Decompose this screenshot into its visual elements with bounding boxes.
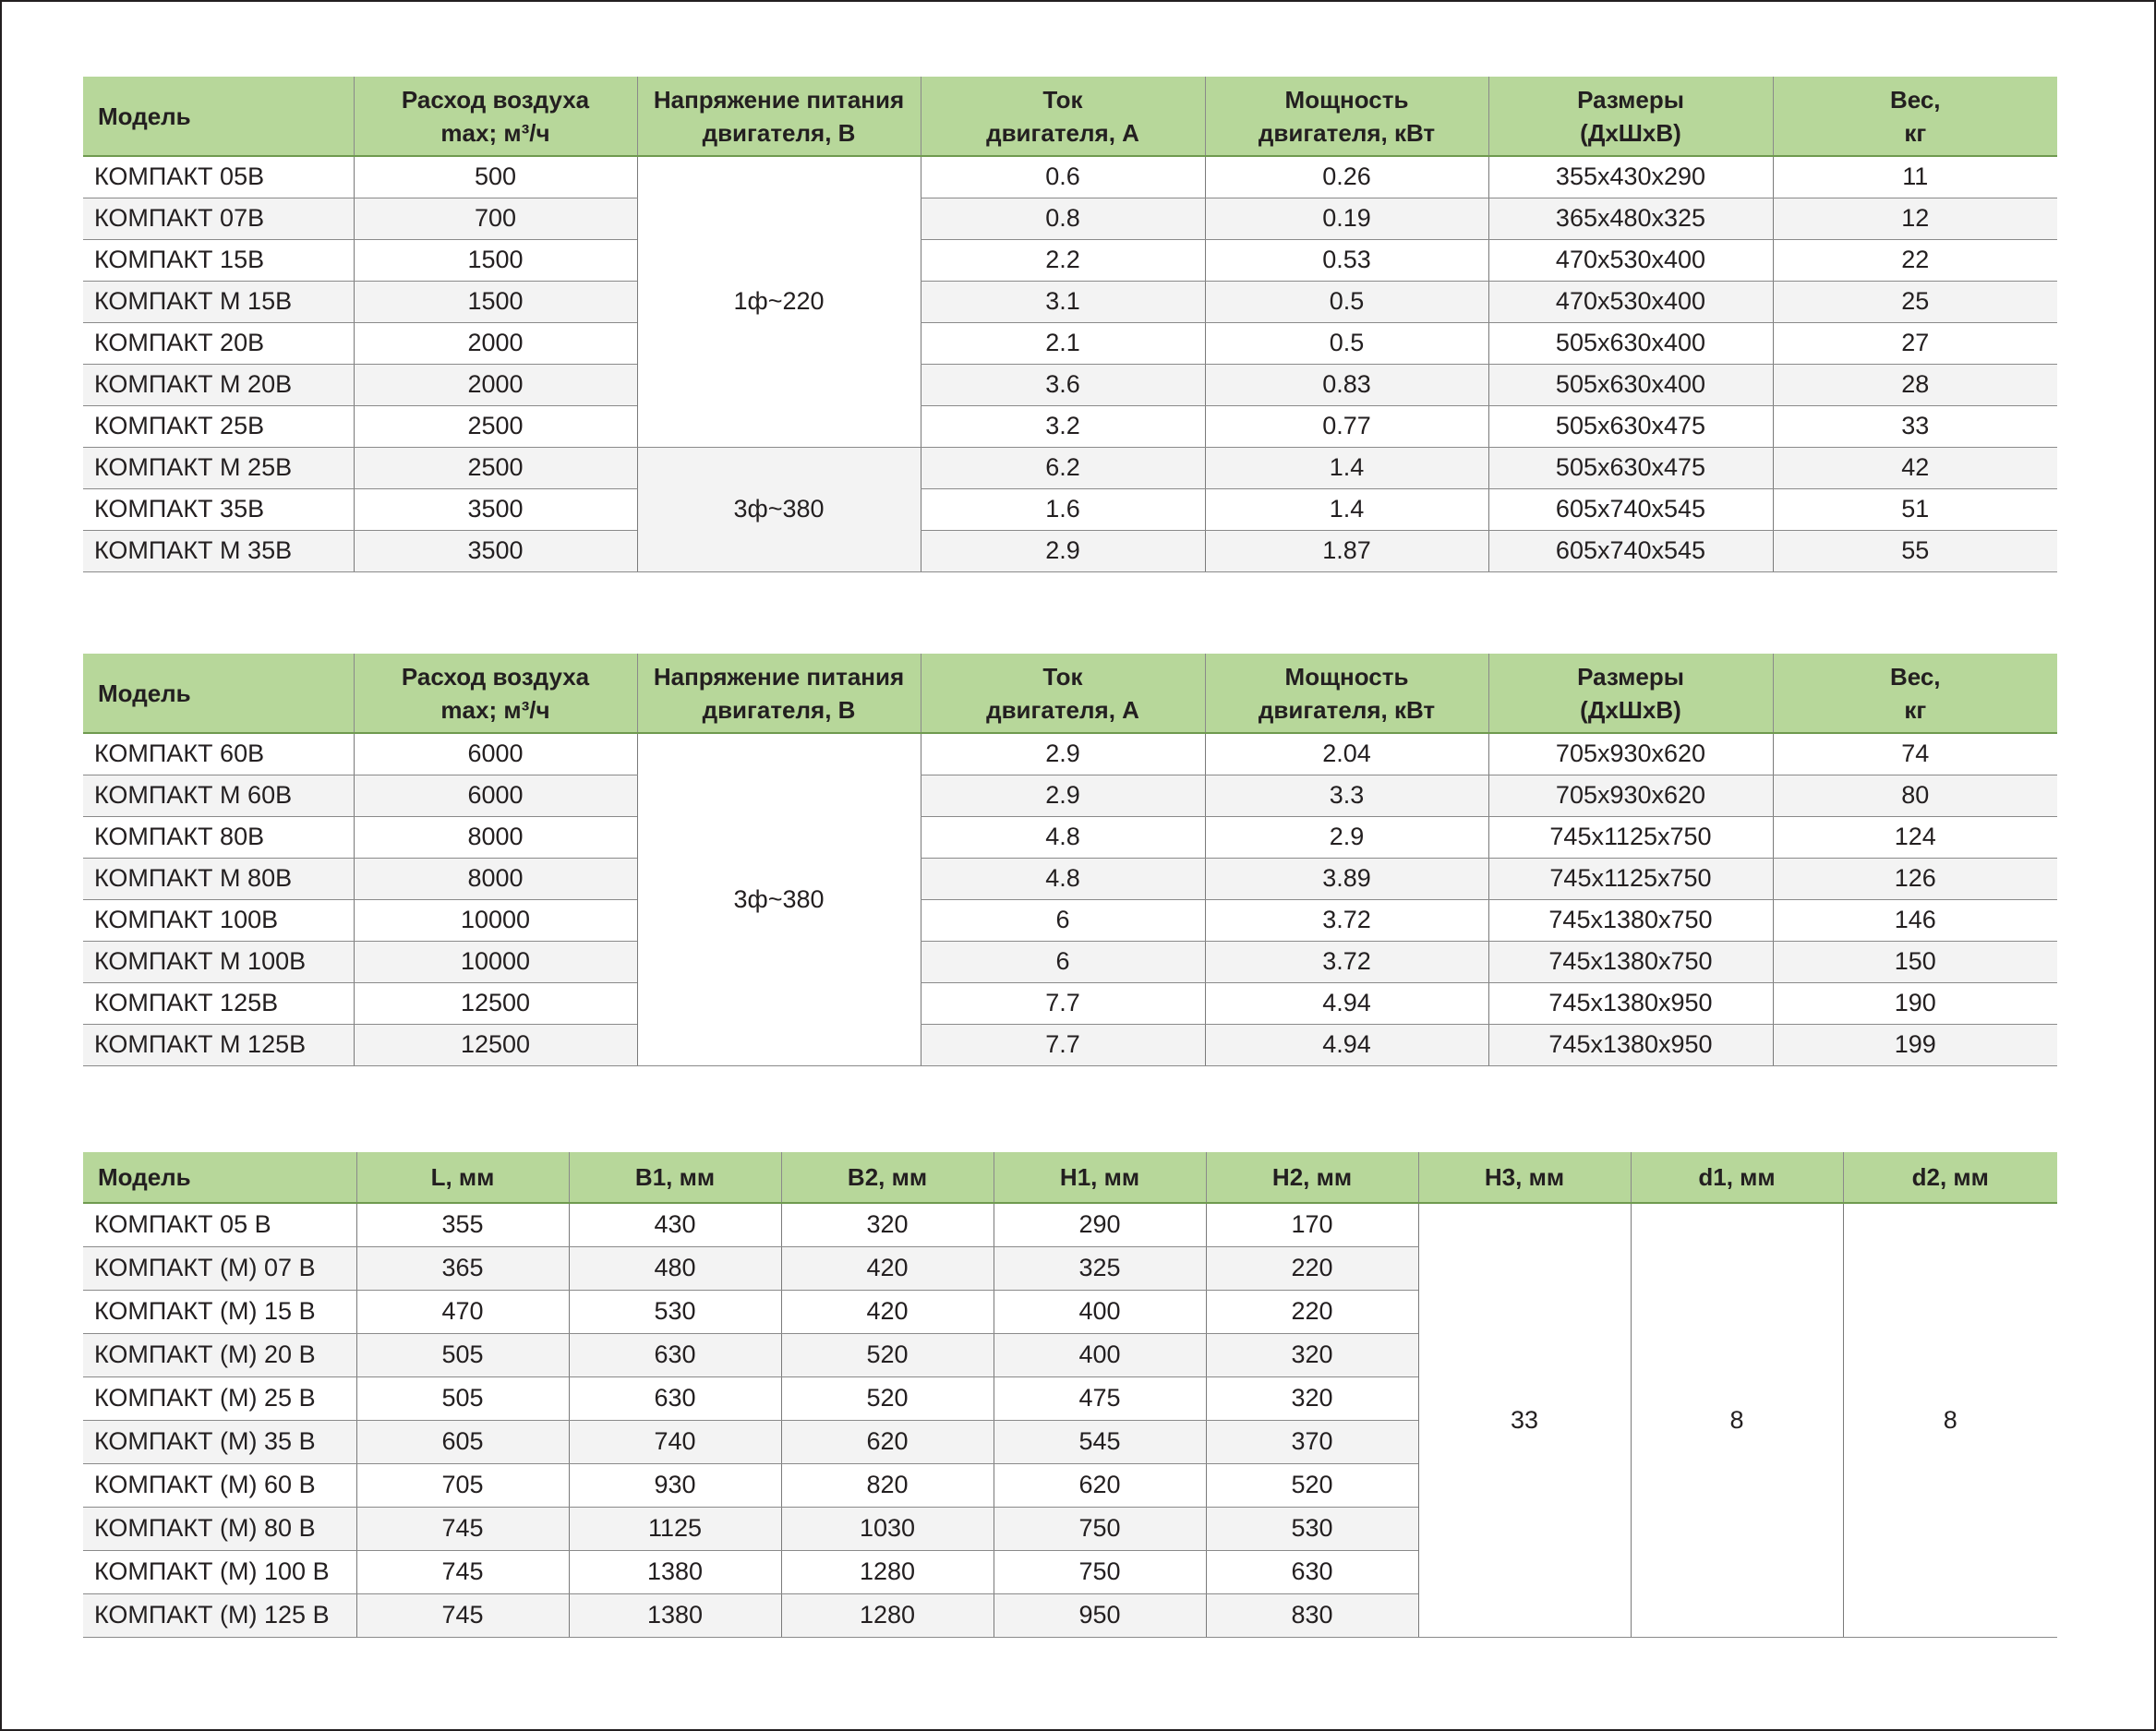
header-b1: B1, мм [569, 1152, 781, 1203]
d1-cell: 8 [1631, 1203, 1843, 1637]
h1-cell: 400 [994, 1333, 1206, 1376]
h2-cell: 220 [1206, 1246, 1418, 1290]
table-header-row [83, 654, 2057, 733]
size-cell: 470x530x400 [1488, 239, 1773, 281]
model-cell: КОМПАКТ 05В [83, 156, 354, 198]
airflow-cell: 1500 [354, 281, 637, 322]
model-cell: КОМПАКТ 20В [83, 322, 354, 364]
power-cell: 1.87 [1205, 530, 1488, 571]
b2-cell: 520 [781, 1333, 994, 1376]
size-cell: 705x930x620 [1488, 775, 1773, 816]
weight-cell: 55 [1773, 530, 2057, 571]
b1-cell: 930 [569, 1463, 781, 1507]
b2-cell: 320 [781, 1203, 994, 1246]
header-current: Ток двигателя, А [921, 77, 1205, 156]
power-cell: 1.4 [1205, 447, 1488, 488]
b2-cell: 1280 [781, 1593, 994, 1637]
table-row [83, 322, 2057, 364]
table-row [83, 941, 2057, 982]
b2-cell: 820 [781, 1463, 994, 1507]
current-cell: 2.9 [921, 733, 1205, 775]
header-h1: H1, мм [994, 1152, 1206, 1203]
header-power: Мощность двигателя, кВт [1205, 654, 1488, 733]
airflow-cell: 10000 [354, 899, 637, 941]
header-l: L, мм [356, 1152, 569, 1203]
h2-cell: 530 [1206, 1507, 1418, 1550]
airflow-cell: 12500 [354, 1024, 637, 1065]
l-cell: 365 [356, 1246, 569, 1290]
l-cell: 745 [356, 1550, 569, 1593]
b2-cell: 1030 [781, 1507, 994, 1550]
power-cell: 0.5 [1205, 322, 1488, 364]
size-cell: 705x930x620 [1488, 733, 1773, 775]
h1-cell: 325 [994, 1246, 1206, 1290]
current-cell: 1.6 [921, 488, 1205, 530]
weight-cell: 190 [1773, 982, 2057, 1024]
model-cell: КОМПАКТ (М) 15 В [83, 1290, 356, 1333]
airflow-cell: 6000 [354, 775, 637, 816]
h2-cell: 630 [1206, 1550, 1418, 1593]
model-cell: КОМПАКТ (М) 07 В [83, 1246, 356, 1290]
table-row [83, 1203, 2057, 1246]
dimensions-table [83, 1152, 2057, 1638]
current-cell: 4.8 [921, 858, 1205, 899]
h2-cell: 320 [1206, 1333, 1418, 1376]
power-cell: 0.26 [1205, 156, 1488, 198]
h2-cell: 220 [1206, 1290, 1418, 1333]
h3-cell: 33 [1418, 1203, 1631, 1637]
model-cell: КОМПАКТ (М) 20 В [83, 1333, 356, 1376]
table-row [83, 239, 2057, 281]
current-cell: 0.6 [921, 156, 1205, 198]
airflow-cell: 2500 [354, 405, 637, 447]
h2-cell: 830 [1206, 1593, 1418, 1637]
header-airflow: Расход воздуха max; м³/ч [354, 654, 637, 733]
airflow-cell: 8000 [354, 816, 637, 858]
model-cell: КОМПАКТ (М) 25 В [83, 1376, 356, 1420]
l-cell: 605 [356, 1420, 569, 1463]
header-b2: B2, мм [781, 1152, 994, 1203]
table-row [83, 899, 2057, 941]
model-cell: КОМПАКТ 25В [83, 405, 354, 447]
power-cell: 0.77 [1205, 405, 1488, 447]
current-cell: 6 [921, 899, 1205, 941]
airflow-cell: 3500 [354, 488, 637, 530]
b1-cell: 630 [569, 1376, 781, 1420]
current-cell: 0.8 [921, 198, 1205, 239]
airflow-cell: 12500 [354, 982, 637, 1024]
h2-cell: 370 [1206, 1420, 1418, 1463]
weight-cell: 74 [1773, 733, 2057, 775]
header-airflow: Расход воздуха max; м³/ч [354, 77, 637, 156]
current-cell: 3.6 [921, 364, 1205, 405]
model-cell: КОМПАКТ 07В [83, 198, 354, 239]
h2-cell: 320 [1206, 1376, 1418, 1420]
h2-cell: 170 [1206, 1203, 1418, 1246]
table-row [83, 733, 2057, 775]
weight-cell: 42 [1773, 447, 2057, 488]
header-h3: H3, мм [1418, 1152, 1631, 1203]
current-cell: 2.9 [921, 775, 1205, 816]
current-cell: 6 [921, 941, 1205, 982]
header-voltage: Напряжение питания двигателя, В [637, 654, 921, 733]
model-cell: КОМПАКТ М 60В [83, 775, 354, 816]
h1-cell: 290 [994, 1203, 1206, 1246]
weight-cell: 199 [1773, 1024, 2057, 1065]
header-size: Размеры (ДхШхВ) [1488, 77, 1773, 156]
model-cell: КОМПАКТ 100В [83, 899, 354, 941]
airflow-cell: 2000 [354, 322, 637, 364]
header-voltage: Напряжение питания двигателя, В [637, 77, 921, 156]
specs-table-2 [83, 654, 2057, 1066]
size-cell: 745x1125x750 [1488, 858, 1773, 899]
power-cell: 1.4 [1205, 488, 1488, 530]
table-row [83, 858, 2057, 899]
current-cell: 2.9 [921, 530, 1205, 571]
model-cell: КОМПАКТ М 35В [83, 530, 354, 571]
power-cell: 0.53 [1205, 239, 1488, 281]
l-cell: 745 [356, 1507, 569, 1550]
model-cell: КОМПАКТ (М) 60 В [83, 1463, 356, 1507]
weight-cell: 146 [1773, 899, 2057, 941]
current-cell: 7.7 [921, 982, 1205, 1024]
power-cell: 0.19 [1205, 198, 1488, 239]
table-row [83, 816, 2057, 858]
current-cell: 2.1 [921, 322, 1205, 364]
power-cell: 3.72 [1205, 941, 1488, 982]
model-cell: КОМПАКТ (М) 80 В [83, 1507, 356, 1550]
header-model: Модель [83, 77, 354, 156]
power-cell: 3.72 [1205, 899, 1488, 941]
b1-cell: 1380 [569, 1550, 781, 1593]
b2-cell: 620 [781, 1420, 994, 1463]
airflow-cell: 1500 [354, 239, 637, 281]
model-cell: КОМПАКТ М 100В [83, 941, 354, 982]
power-cell: 0.5 [1205, 281, 1488, 322]
weight-cell: 11 [1773, 156, 2057, 198]
model-cell: КОМПАКТ (М) 100 В [83, 1550, 356, 1593]
airflow-cell: 6000 [354, 733, 637, 775]
current-cell: 2.2 [921, 239, 1205, 281]
table-row [83, 405, 2057, 447]
table-row [83, 982, 2057, 1024]
b1-cell: 430 [569, 1203, 781, 1246]
weight-cell: 80 [1773, 775, 2057, 816]
power-cell: 4.94 [1205, 982, 1488, 1024]
airflow-cell: 3500 [354, 530, 637, 571]
table-row [83, 198, 2057, 239]
b1-cell: 740 [569, 1420, 781, 1463]
table-row [83, 156, 2057, 198]
airflow-cell: 700 [354, 198, 637, 239]
size-cell: 745x1380x750 [1488, 941, 1773, 982]
weight-cell: 33 [1773, 405, 2057, 447]
airflow-cell: 10000 [354, 941, 637, 982]
table-row [83, 364, 2057, 405]
model-cell: КОМПАКТ М 125В [83, 1024, 354, 1065]
size-cell: 365x480x325 [1488, 198, 1773, 239]
size-cell: 605x740x545 [1488, 488, 1773, 530]
b1-cell: 480 [569, 1246, 781, 1290]
b1-cell: 530 [569, 1290, 781, 1333]
model-cell: КОМПАКТ 125В [83, 982, 354, 1024]
model-cell: КОМПАКТ 15В [83, 239, 354, 281]
size-cell: 745x1380x950 [1488, 982, 1773, 1024]
airflow-cell: 2000 [354, 364, 637, 405]
size-cell: 470x530x400 [1488, 281, 1773, 322]
size-cell: 505x630x475 [1488, 405, 1773, 447]
voltage-cell: 1ф~220 [637, 156, 921, 447]
b2-cell: 1280 [781, 1550, 994, 1593]
weight-cell: 150 [1773, 941, 2057, 982]
power-cell: 2.04 [1205, 733, 1488, 775]
weight-cell: 28 [1773, 364, 2057, 405]
voltage-cell: 3ф~380 [637, 447, 921, 571]
model-cell: КОМПАКТ (М) 35 В [83, 1420, 356, 1463]
l-cell: 505 [356, 1333, 569, 1376]
size-cell: 605x740x545 [1488, 530, 1773, 571]
current-cell: 3.2 [921, 405, 1205, 447]
model-cell: КОМПАКТ 05 В [83, 1203, 356, 1246]
size-cell: 745x1125x750 [1488, 816, 1773, 858]
header-h2: H2, мм [1206, 1152, 1418, 1203]
h1-cell: 750 [994, 1507, 1206, 1550]
table-row [83, 775, 2057, 816]
model-cell: КОМПАКТ 60В [83, 733, 354, 775]
weight-cell: 126 [1773, 858, 2057, 899]
b1-cell: 1125 [569, 1507, 781, 1550]
header-d1: d1, мм [1631, 1152, 1843, 1203]
model-cell: КОМПАКТ М 25В [83, 447, 354, 488]
airflow-cell: 500 [354, 156, 637, 198]
weight-cell: 12 [1773, 198, 2057, 239]
weight-cell: 51 [1773, 488, 2057, 530]
weight-cell: 27 [1773, 322, 2057, 364]
b2-cell: 420 [781, 1290, 994, 1333]
l-cell: 705 [356, 1463, 569, 1507]
size-cell: 745x1380x950 [1488, 1024, 1773, 1065]
header-current: Ток двигателя, А [921, 654, 1205, 733]
header-size: Размеры (ДхШхВ) [1488, 654, 1773, 733]
h1-cell: 545 [994, 1420, 1206, 1463]
b2-cell: 420 [781, 1246, 994, 1290]
power-cell: 2.9 [1205, 816, 1488, 858]
h1-cell: 400 [994, 1290, 1206, 1333]
size-cell: 505x630x475 [1488, 447, 1773, 488]
header-model: Модель [83, 654, 354, 733]
table-row [83, 530, 2057, 571]
model-cell: КОМПАКТ (М) 125 В [83, 1593, 356, 1637]
airflow-cell: 8000 [354, 858, 637, 899]
weight-cell: 25 [1773, 281, 2057, 322]
model-cell: КОМПАКТ М 15В [83, 281, 354, 322]
d2-cell: 8 [1843, 1203, 2057, 1637]
l-cell: 470 [356, 1290, 569, 1333]
power-cell: 3.89 [1205, 858, 1488, 899]
header-d2: d2, мм [1843, 1152, 2057, 1203]
l-cell: 505 [356, 1376, 569, 1420]
table-row [83, 1024, 2057, 1065]
weight-cell: 124 [1773, 816, 2057, 858]
model-cell: КОМПАКТ М 20В [83, 364, 354, 405]
header-weight: Вес, кг [1773, 654, 2057, 733]
header-model: Модель [83, 1152, 356, 1203]
header-power: Мощность двигателя, кВт [1205, 77, 1488, 156]
size-cell: 505x630x400 [1488, 322, 1773, 364]
model-cell: КОМПАКТ 80В [83, 816, 354, 858]
header-weight: Вес, кг [1773, 77, 2057, 156]
voltage-cell: 3ф~380 [637, 733, 921, 1065]
table-row [83, 281, 2057, 322]
h1-cell: 475 [994, 1376, 1206, 1420]
power-cell: 0.83 [1205, 364, 1488, 405]
table-row [83, 447, 2057, 488]
table-header-row [83, 1152, 2057, 1203]
b1-cell: 630 [569, 1333, 781, 1376]
l-cell: 355 [356, 1203, 569, 1246]
current-cell: 7.7 [921, 1024, 1205, 1065]
l-cell: 745 [356, 1593, 569, 1637]
weight-cell: 22 [1773, 239, 2057, 281]
specs-table-1 [83, 77, 2057, 572]
airflow-cell: 2500 [354, 447, 637, 488]
h1-cell: 950 [994, 1593, 1206, 1637]
size-cell: 745x1380x750 [1488, 899, 1773, 941]
b2-cell: 520 [781, 1376, 994, 1420]
table-header-row [83, 77, 2057, 156]
h2-cell: 520 [1206, 1463, 1418, 1507]
model-cell: КОМПАКТ 35В [83, 488, 354, 530]
model-cell: КОМПАКТ М 80В [83, 858, 354, 899]
table-row [83, 488, 2057, 530]
h1-cell: 620 [994, 1463, 1206, 1507]
b1-cell: 1380 [569, 1593, 781, 1637]
size-cell: 505x630x400 [1488, 364, 1773, 405]
h1-cell: 750 [994, 1550, 1206, 1593]
power-cell: 3.3 [1205, 775, 1488, 816]
current-cell: 6.2 [921, 447, 1205, 488]
size-cell: 355x430x290 [1488, 156, 1773, 198]
current-cell: 4.8 [921, 816, 1205, 858]
current-cell: 3.1 [921, 281, 1205, 322]
power-cell: 4.94 [1205, 1024, 1488, 1065]
